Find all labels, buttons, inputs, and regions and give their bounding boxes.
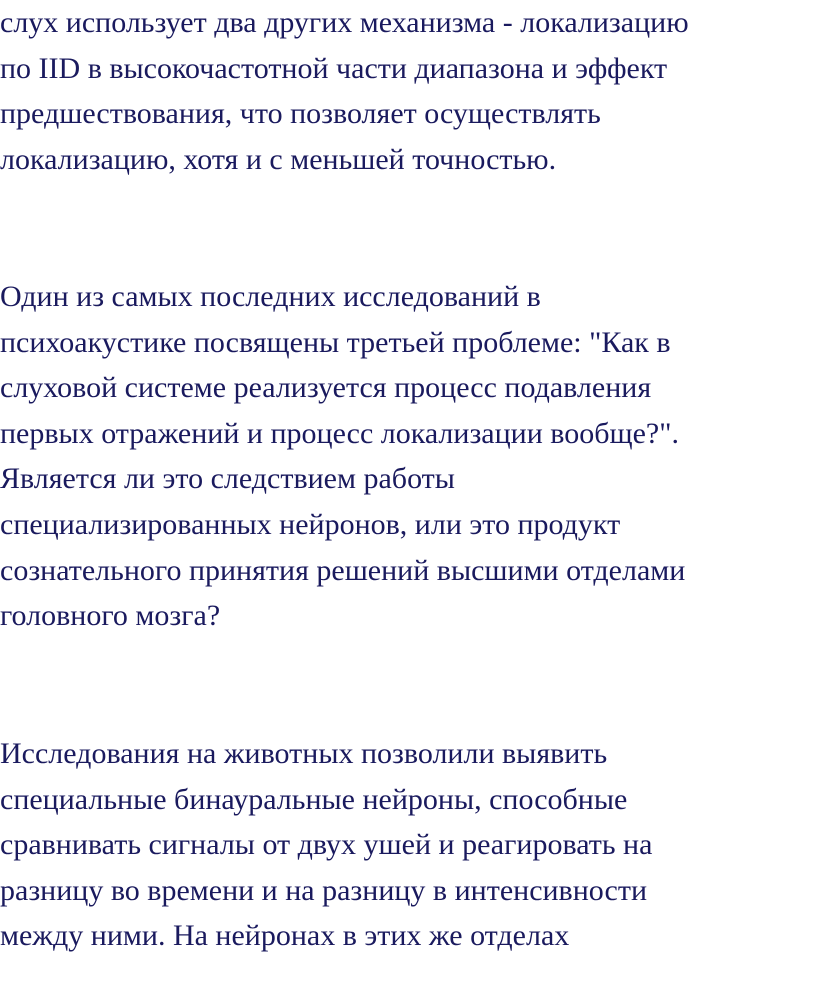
- paragraph-1: [0, 0, 689, 182]
- text-line: сознательного принятия решений высшими отделами: [0, 553, 686, 587]
- paragraph-3: [0, 731, 652, 959]
- text-line: психоакустике посвящены третьей проблеме: "Как в: [0, 325, 671, 359]
- text-line: Является ли это следствием работы: [0, 462, 455, 496]
- text-line: локализацию, хотя и с меньшей точностью.: [0, 142, 557, 176]
- text-line: предшествования, что позволяет осуществлять: [0, 97, 601, 131]
- text-line: сравнивать сигналы от двух ушей и реагировать на: [0, 828, 653, 862]
- text-line: первых отражений и процесс локализации вообще?".: [0, 416, 679, 450]
- text-line: специализированных нейронов, или это продукт: [0, 507, 621, 541]
- text-line: Исследования на животных позволили выявить: [0, 737, 608, 770]
- text-line: Один из самых последних исследований в: [0, 280, 541, 313]
- text-line: по IID в высокочастотной части диапазона и эффект: [0, 51, 668, 85]
- text-line: слух использует два других механизма - локализацию: [0, 6, 689, 39]
- text-line: специальные бинауральные нейроны, способные: [0, 782, 628, 816]
- text-line: головного мозга?: [0, 599, 221, 633]
- paragraph-2: [0, 274, 685, 639]
- text-line: слуховой системе реализуется процесс подавления: [0, 371, 652, 405]
- text-line: разницу во времени и на разницу в интенсивности: [0, 873, 648, 907]
- text-line: между ними. На нейронах в этих же отделах: [0, 919, 570, 953]
